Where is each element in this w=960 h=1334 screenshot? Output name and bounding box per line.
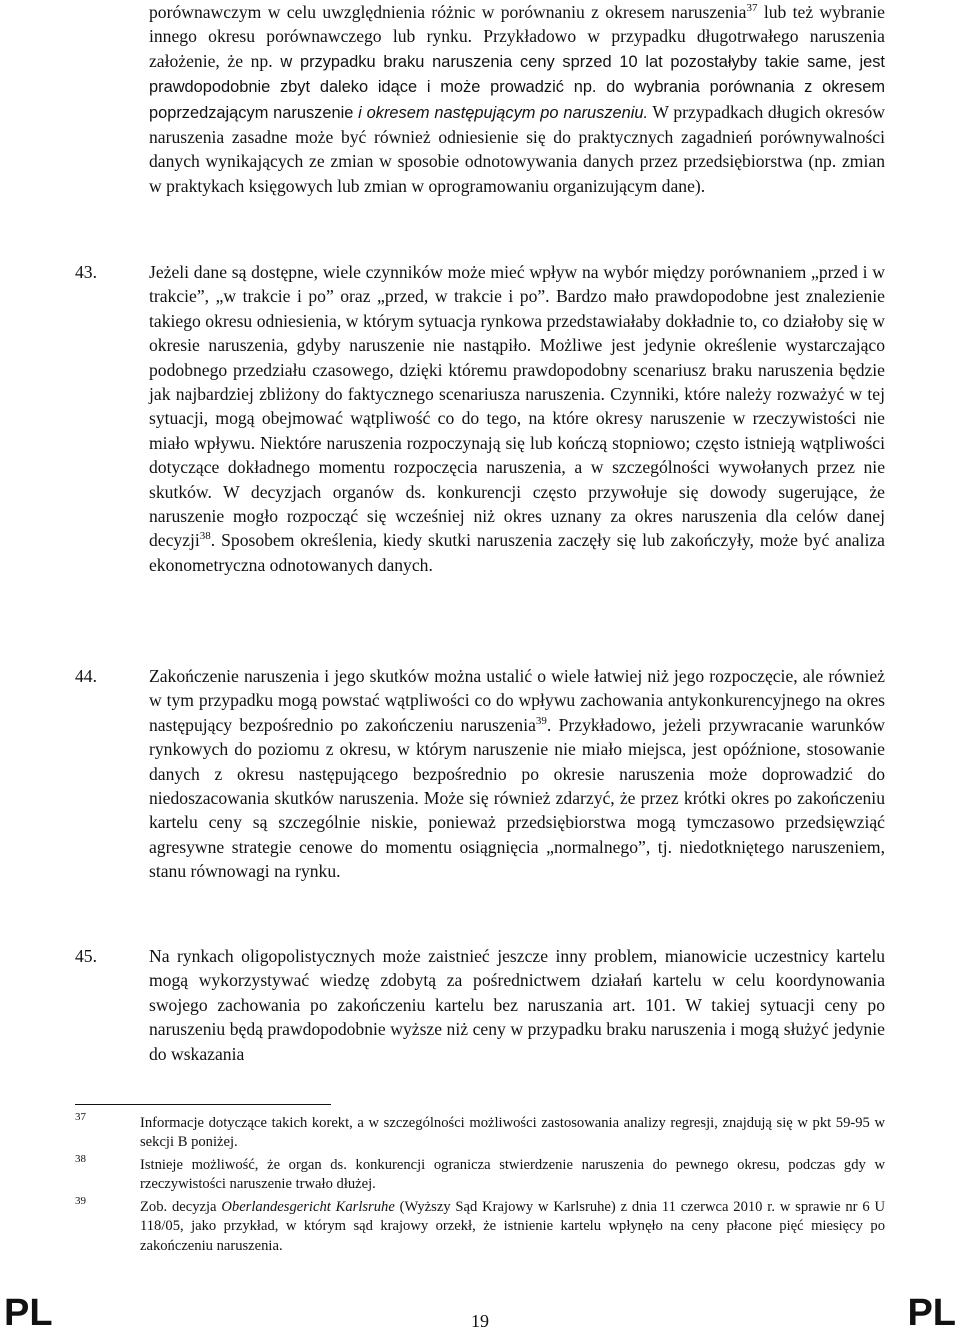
footnote-39-prefix: Zob. decyzja [140, 1199, 222, 1215]
paragraph-number: 44. [75, 666, 97, 686]
intro-text-5: i okresem następującym po naruszeniu. [353, 103, 649, 122]
footnote-number: 39 [75, 1195, 86, 1207]
paragraph-number: 45. [75, 946, 97, 966]
footnote-39-suffix: (Wyższy Sąd Krajowy w Karlsruhe) z dnia 11 czerwca 2010 r. w sprawie nr 6 U 118/05, jako przykład, w którym sąd krajowy orzekł, że istnienie kartelu wpłynęło na ceny płacone pięć miesięcy po zakończeniu naruszenia. [140, 1199, 885, 1254]
footnote-ref-38[interactable]: 38 [199, 530, 211, 543]
paragraph-text: Na rynkach oligopolistycznych może zaistnieć jeszcze inny problem, mianowicie uczestnicy kartelu mogą wykorzystywać wiedzę zdobytą za pośrednictwem działań kartelu w celu koordynowania swojego zachowania po zakończeniu kartelu bez naruszania art. 101. W takiej sytuacji ceny po naruszeniu będą prawdopodobnie wyższe niż ceny w przypadku braku naruszenia i mogą służyć jedynie do wskazania [149, 946, 885, 1064]
language-code-left: PL [4, 1292, 53, 1334]
intro-text-6: W przypadkach długich okresów naruszenia zasadne może być również odniesienie się do praktycznych zagadnień porównywalności danych wynikających ze zmian w sposobie odnotowywania danych przez przedsiębiorstwa (np. zmian w praktykach księgowych lub zmian w oprogramowaniu organizującym dane). [149, 101, 885, 196]
footnote-separator [75, 1104, 331, 1105]
paragraph-44-text-1: Zakończenie naruszenia i jego skutków można ustalić o wiele łatwiej niż jego rozpoczęcie, ale również w tym przypadku mogą powstać wątpliwości co do wpływu zachowania antykonkurencyjnego na okres następujący bezpośrednio po zakończeniu naruszenia [149, 666, 885, 735]
footnote-ref-37[interactable]: 37 [746, 2, 758, 15]
paragraph-43-text-2: . Sposobem określenia, kiedy skutki naruszenia zaczęły się lub zakończyły, może być analiza ekonometryczna odnotowanych danych. [149, 530, 885, 575]
footnote-ref-39[interactable]: 39 [535, 714, 547, 727]
footnote-text: Istnieje możliwość, że organ ds. konkurencji ogranicza stwierdzenie naruszenia do pewnego okresu, podczas gdy w rzeczywistości naruszenie trwało dłużej. [140, 1157, 885, 1193]
footnote-text [140, 1198, 885, 1256]
paragraph-44-text-2: . Przykładowo, jeżeli przywracanie warunków rynkowych do poziomu z okresu, w którym naruszenie nie miało miejsca, jest opóźnione, stosowanie danych z okresu następującego bezpośrednio po okresie naruszenia może doprowadzić do niedoszacowania skutków naruszenia. Może się również zdarzyć, że przez krótki okres po zakończeniu kartelu ceny są szczególnie niskie, ponieważ przedsiębiorstwa mogą tymczasowo przedsięwziąć agresywne strategie cenowe do momentu osiągnięcia „normalnego”, tj. niedotkniętego naruszeniem, stanu równowagi na rynku. [149, 714, 885, 882]
page-number: 19 [471, 1311, 489, 1331]
intro-text-4: do wybrania porównania z okresem poprzedzającym naruszenie [149, 78, 885, 122]
footnote-number: 38 [75, 1153, 86, 1165]
paragraph-text [149, 664, 885, 884]
footnote-number: 37 [75, 1111, 86, 1123]
intro-text-1: porównawczym w celu uwzględnienia różnic w porównaniu z okresem naruszenia [149, 2, 747, 22]
paragraph-text [149, 260, 885, 577]
court-name: Oberlandesgericht Karlsruhe [221, 1199, 395, 1215]
paragraph-43-text-1: Jeżeli dane są dostępne, wiele czynników może mieć wpływ na wybór między porównaniem „przed i w trakcie”, „w trakcie i po” oraz „przed, w trakcie i po”. Bardzo mało prawdopodobne jest znalezienie takiego okresu odniesienia, w którym sytuacja rynkowa przedstawiałaby dokładnie to, co działoby się w okresie naruszenia, gdyby naruszenie nie nastąpiło. Możliwe jest jedynie określenie wystarczająco podobnego przedziału czasowego, dzięki któremu prawdopodobny scenariusz braku naruszenia będzie jak najbardziej zbliżony do faktycznego scenariusza naruszenia. Czynniki, które należy rozważyć w tej sytuacji, mogą obejmować wątpliwość co do tego, na które okresy naruszenie w rzeczywistości nie miało wpływu. Niektóre naruszenia rozpoczynają się lub kończą stopniowo; często istnieją wątpliwości dotyczące dokładnego momentu rozpoczęcia naruszenia, a w szczególności wywołanych przez nie skutków. W decyzjach organów ds. konkurencji często przywołuje się dowody sugerujące, że naruszenie mogło rozpocząć się wcześniej niż okres uznany za okres naruszenia dla celów danej decyzji [149, 262, 885, 551]
footnote-text: Informacje dotyczące takich korekt, a w szczególności możliwości zastosowania analizy regresji, znajdują się w pkt 59-95 w sekcji B poniżej. [140, 1115, 885, 1151]
intro-text-2: lub też wybranie innego okresu porównawczego lub rynku. Przykładowo w przypadku długotrwałego naruszenia założenie, że np. [149, 2, 885, 71]
paragraph-number: 43. [75, 262, 97, 282]
intro-text-3: w przypadku braku naruszenia ceny sprzed 10 lat pozostałyby takie same, jest prawdopodobnie zbyt daleko idące i może prowadzić np. [149, 52, 885, 97]
language-code-right: PL [907, 1292, 956, 1334]
intro-paragraph-continuation [149, 0, 885, 198]
